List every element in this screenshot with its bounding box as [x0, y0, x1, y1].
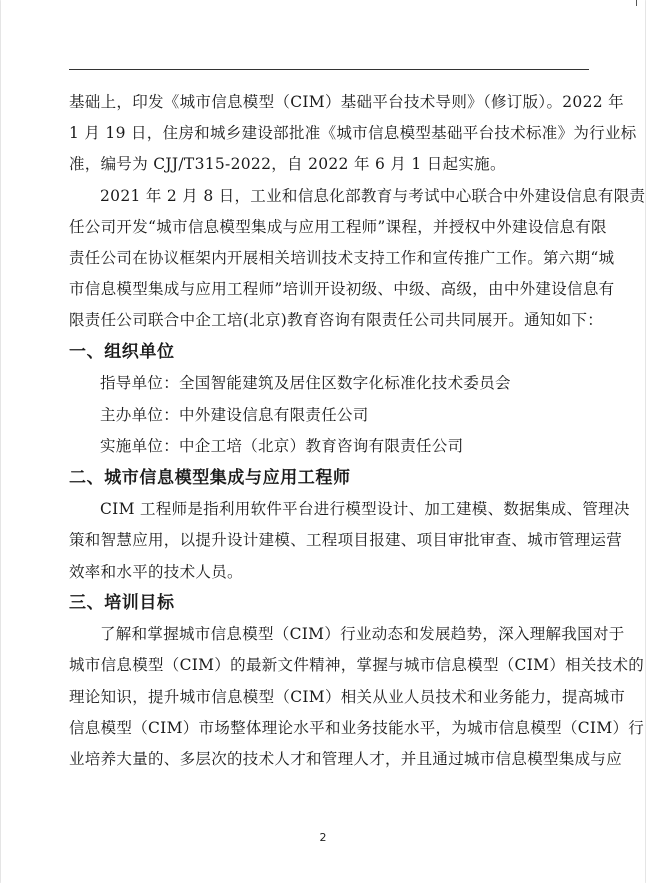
text-line: 限责任公司联合中企工培(北京)教育咨询有限责任公司共同展开。通知如下：: [69, 311, 604, 330]
text-line: 城市信息模型（CIM）的最新文件精神，掌握与城市信息模型（CIM）相关技术的: [69, 656, 645, 675]
text-line: 市信息模型集成与应用工程师”培训开设初级、中级、高级，由中外建设信息有: [69, 280, 615, 299]
text-line: 责任公司在协议框架内开展相关培训技术支持工作和宣传推广工作。第六期“城: [69, 249, 615, 268]
intro-paragraph: [69, 87, 637, 181]
document-body: [69, 87, 646, 775]
section-heading-training-goals: 三、培训目标: [69, 592, 175, 613]
organizer-implementer: 实施单位：中企工培（北京）教育咨询有限责任公司: [100, 437, 464, 456]
paragraph-program-launch: [69, 181, 646, 337]
text-line: 2021 年 2 月 8 日，工业和信息化部教育与考试中心联合中外建设信息有限责: [100, 186, 646, 205]
section-heading-engineer: 二、城市信息模型集成与应用工程师: [69, 467, 351, 488]
text-line: 信息模型（CIM）市场整体理论水平和业务技能水平，为城市信息模型（CIM）行: [69, 718, 645, 737]
document-page: [1, 0, 645, 883]
paragraph-engineer-definition: [69, 494, 630, 588]
page-number: 2: [319, 831, 327, 844]
text-line: 效率和水平的技术人员。: [69, 562, 243, 581]
text-line: 了解和掌握城市信息模型（CIM）行业动态和发展趋势，深入理解我国对于: [100, 625, 625, 644]
text-line: 理论知识，提升城市信息模型（CIM）相关从业人员技术和业务能力，提高城市: [69, 687, 626, 706]
paragraph-training-goals: [69, 619, 645, 775]
text-line: 策和智慧应用，以提升设计建模、工程项目报建、项目审批审查、城市管理运营: [69, 531, 623, 550]
text-line: 基础上，印发《城市信息模型（CIM）基础平台技术导则》（修订版）。2022 年: [69, 93, 624, 111]
section-heading-organizers: 一、组织单位: [69, 341, 175, 362]
organizer-guidance: 指导单位：全国智能建筑及居住区数字化标准化技术委员会: [100, 374, 511, 393]
text-line: 1 月 19 日，住房和城乡建设部批准《城市信息模型基础平台技术标准》为行业标: [69, 124, 637, 143]
header-rule: [69, 69, 589, 70]
text-line: 业培养大量的、多层次的技术人才和管理人才，并且通过城市信息模型集成与应: [69, 750, 623, 769]
text-line: CIM 工程师是指利用软件平台进行模型设计、加工建模、数据集成、管理决: [100, 500, 630, 519]
scan-corner-mark: [630, 0, 637, 6]
text-line: 任公司开发“城市信息模型集成与应用工程师”课程，并授权中外建设信息有限: [69, 217, 607, 236]
organizer-host: 主办单位：中外建设信息有限责任公司: [100, 405, 369, 424]
text-line: 准，编号为 CJJ/T315-2022，自 2022 年 6 月 1 日起实施。: [69, 155, 506, 174]
